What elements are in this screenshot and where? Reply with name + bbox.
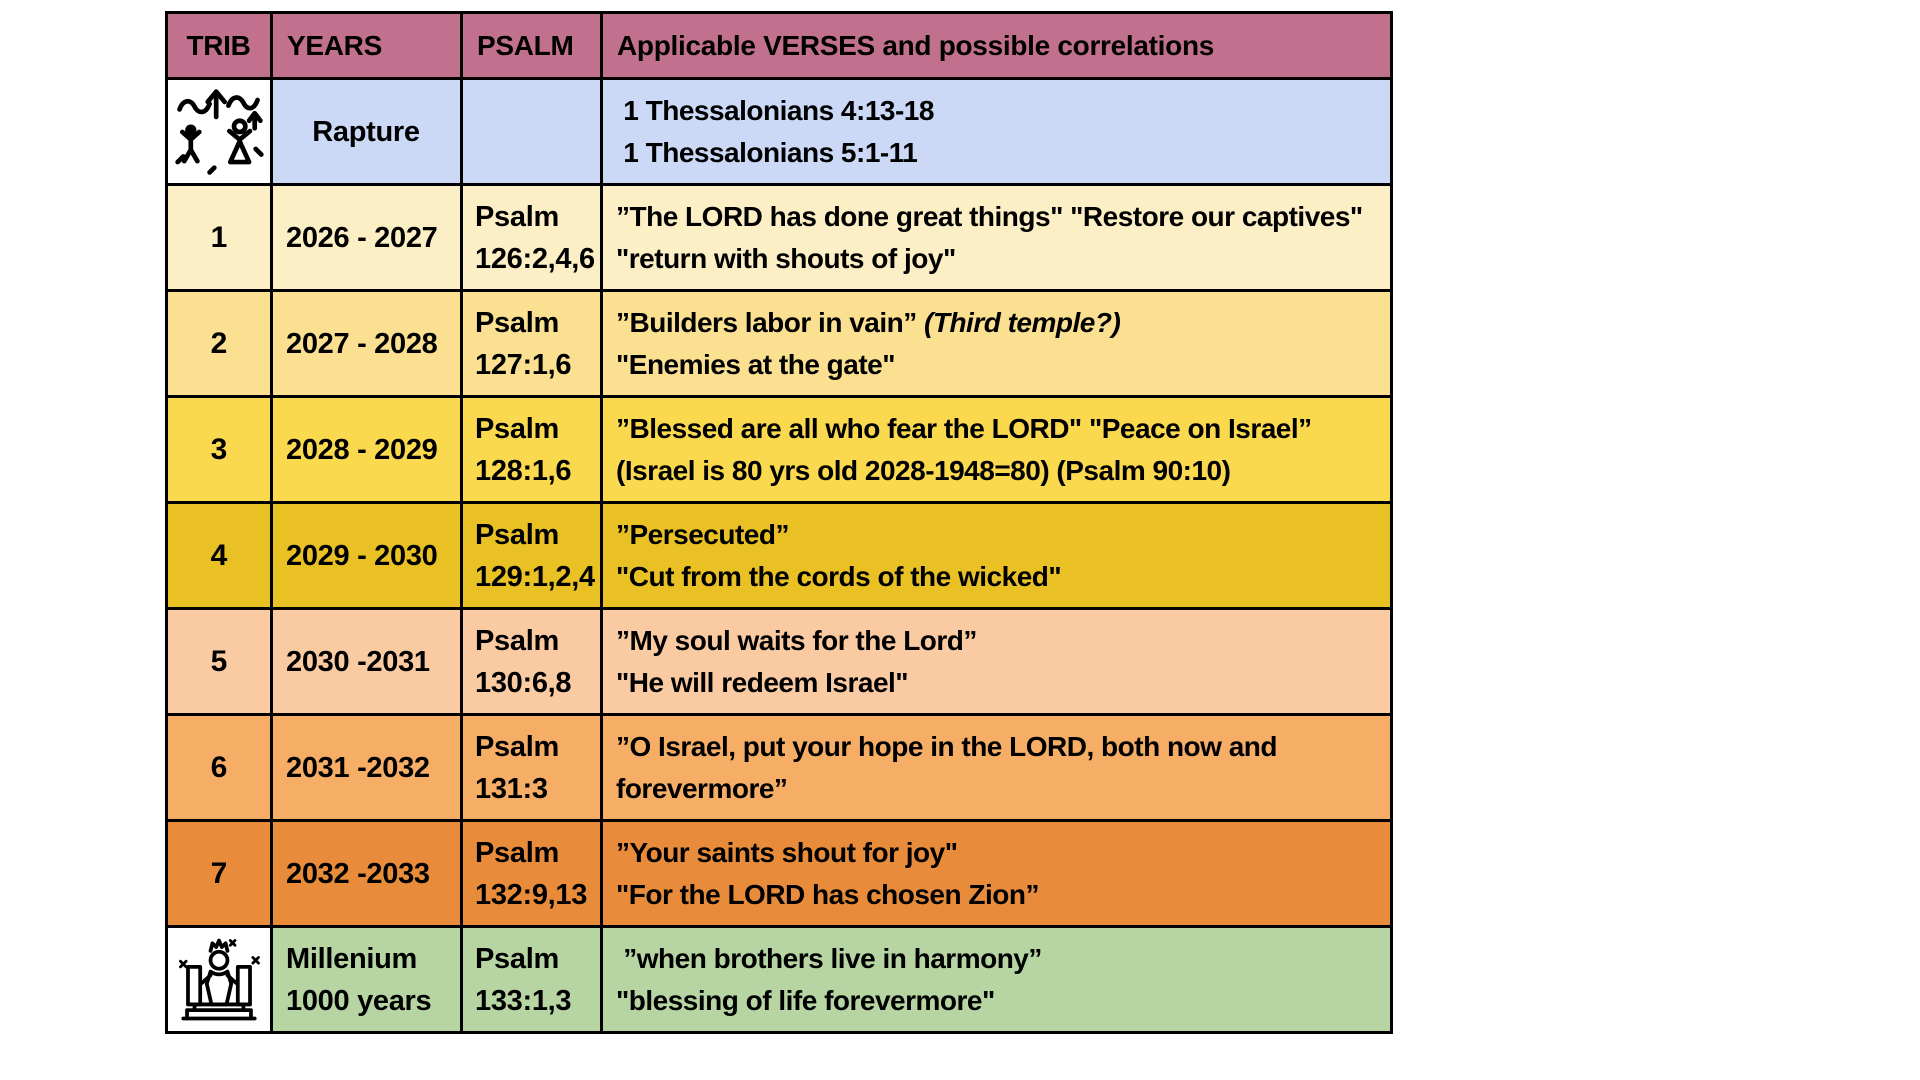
verses-cell: ”My soul waits for the Lord” "He will redeem Israel" bbox=[602, 609, 1392, 715]
table-row bbox=[167, 927, 1392, 1033]
psalm-cell bbox=[462, 79, 602, 185]
header-years: YEARS bbox=[272, 13, 462, 79]
psalm-cell: Psalm 127:1,6 bbox=[462, 291, 602, 397]
table-row bbox=[167, 185, 1392, 291]
rapture-icon bbox=[172, 85, 266, 179]
table-row bbox=[167, 79, 1392, 185]
verses-cell: 1 Thessalonians 4:13-18 1 Thessalonians 5:1-11 bbox=[602, 79, 1392, 185]
trib-cell: 5 bbox=[167, 609, 272, 715]
table-row bbox=[167, 715, 1392, 821]
verses-cell: ”Builders labor in vain” (Third temple?) "Enemies at the gate" bbox=[602, 291, 1392, 397]
years-cell: 2027 - 2028 bbox=[272, 291, 462, 397]
years-cell: 2031 -2032 bbox=[272, 715, 462, 821]
years-cell: 2028 - 2029 bbox=[272, 397, 462, 503]
years-cell: 2030 -2031 bbox=[272, 609, 462, 715]
verses-cell: ”Persecuted” "Cut from the cords of the wicked" bbox=[602, 503, 1392, 609]
table-row bbox=[167, 503, 1392, 609]
trib-cell: 1 bbox=[167, 185, 272, 291]
psalm-cell: Psalm 128:1,6 bbox=[462, 397, 602, 503]
header-verses: Applicable VERSES and possible correlations bbox=[602, 13, 1392, 79]
verses-cell: ”when brothers live in harmony” "blessing of life forevermore" bbox=[602, 927, 1392, 1033]
years-cell: 2032 -2033 bbox=[272, 821, 462, 927]
header-psalm: PSALM bbox=[462, 13, 602, 79]
trib-icon-cell bbox=[167, 79, 272, 185]
trib-cell: 2 bbox=[167, 291, 272, 397]
verses-cell: ”Your saints shout for joy" "For the LORD has chosen Zion” bbox=[602, 821, 1392, 927]
trib-cell: 6 bbox=[167, 715, 272, 821]
king-on-throne-icon bbox=[172, 933, 266, 1027]
psalm-cell: Psalm 131:3 bbox=[462, 715, 602, 821]
psalm-cell: Psalm 132:9,13 bbox=[462, 821, 602, 927]
psalm-cell: Psalm 133:1,3 bbox=[462, 927, 602, 1033]
table-row bbox=[167, 291, 1392, 397]
psalms-tribulation-table-container bbox=[165, 11, 1393, 1034]
psalm-cell: Psalm 126:2,4,6 bbox=[462, 185, 602, 291]
header-row bbox=[167, 13, 1392, 79]
trib-cell: 7 bbox=[167, 821, 272, 927]
table-row bbox=[167, 821, 1392, 927]
psalms-tribulation-table bbox=[165, 11, 1393, 1034]
verses-cell: ”O Israel, put your hope in the LORD, both now and forevermore” bbox=[602, 715, 1392, 821]
psalm-cell: Psalm 130:6,8 bbox=[462, 609, 602, 715]
verses-cell: ”Blessed are all who fear the LORD" "Peace on Israel” (Israel is 80 yrs old 2028-1948=80) (Psalm 90:10) bbox=[602, 397, 1392, 503]
trib-icon-cell bbox=[167, 927, 272, 1033]
table-row bbox=[167, 397, 1392, 503]
table-row bbox=[167, 609, 1392, 715]
psalm-cell: Psalm 129:1,2,4 bbox=[462, 503, 602, 609]
verses-cell: ”The LORD has done great things" "Restore our captives" "return with shouts of joy" bbox=[602, 185, 1392, 291]
trib-cell: 4 bbox=[167, 503, 272, 609]
trib-cell: 3 bbox=[167, 397, 272, 503]
years-cell: Rapture bbox=[272, 79, 462, 185]
header-trib: TRIB bbox=[167, 13, 272, 79]
years-cell: 2026 - 2027 bbox=[272, 185, 462, 291]
years-cell: Millenium 1000 years bbox=[272, 927, 462, 1033]
years-cell: 2029 - 2030 bbox=[272, 503, 462, 609]
